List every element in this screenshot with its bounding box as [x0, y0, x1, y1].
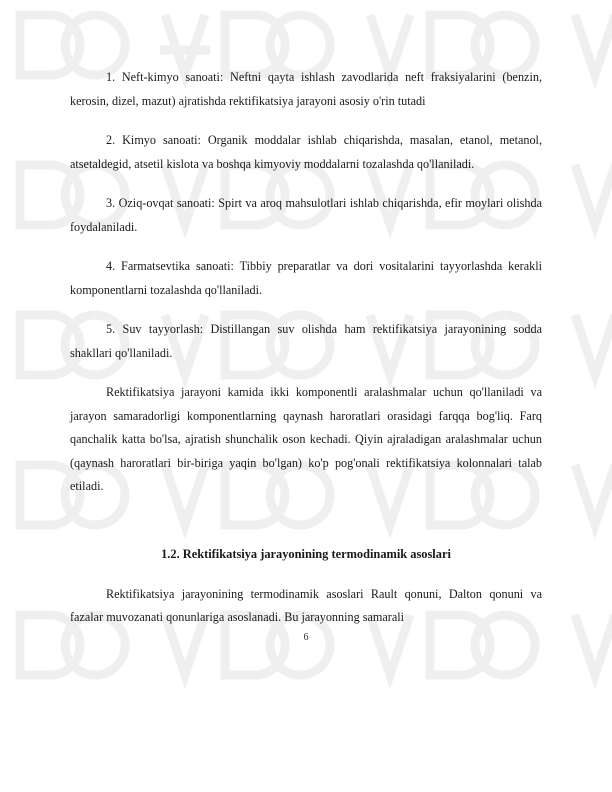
- paragraph-petrochemical: 1. Neft-kimyo sanoati: Neftni qayta ishlash zavodlarida neft fraksiyalarini (benzin, kerosin, dizel, mazut) ajratishda rektifikatsiya jarayoni asosiy o'rin tutadi: [70, 70, 542, 108]
- page-number: 6: [303, 632, 309, 643]
- document-body: [70, 66, 542, 646]
- section-spacer: [70, 515, 542, 545]
- section-heading: 1.2. Rektifikatsiya jarayonining termodinamik asoslari: [161, 546, 451, 561]
- paragraph-chemical: 2. Kimyo sanoati: Organik moddalar ishlab chiqarishda, masalan, etanol, metanol, atsetaldegid, atsetil kislota va boshqa kimyoviy moddalarni tozalashda qo'llaniladi.: [70, 133, 542, 171]
- paragraph-food: 3. Oziq-ovqat sanoati: Spirt va aroq mahsulotlari ishlab chiqarishda, efir moylari olishda foydalaniladi.: [70, 196, 542, 234]
- paragraph-water: 5. Suv tayyorlash: Distillangan suv olishda ham rektifikatsiya jarayonining sodda shakllari qo'llaniladi.: [70, 322, 542, 360]
- paragraph-rectification-summary: Rektifikatsiya jarayoni kamida ikki komponentli aralashmalar uchun qo'llaniladi va jarayon samaradorligi komponentlarning qaynash haroratlari orasidagi farqqa bog'liq. Farq qanchalik katta bo'lsa, ajratish shunchalik oson kechadi. Qiyin ajraladigan aralashmalar uchun (qaynash haroratlari bir-biriga yaqin bo'lgan) ko'p pog'onali rektifikatsiya kolonnalari talab etiladi.: [70, 385, 542, 493]
- paragraph-thermodynamics: Rektifikatsiya jarayonining termodinamik asoslari Rault qonuni, Dalton qonuni va fazalar muvozanati qonunlariga asoslanadi. Bu jarayonning samarali: [70, 586, 542, 624]
- paragraph-pharmaceutical: 4. Farmatsevtika sanoati: Tibbiy preparatlar va dori vositalarini tayyorlashda kerakli komponentlarni tozalashda qo'llaniladi.: [70, 259, 542, 297]
